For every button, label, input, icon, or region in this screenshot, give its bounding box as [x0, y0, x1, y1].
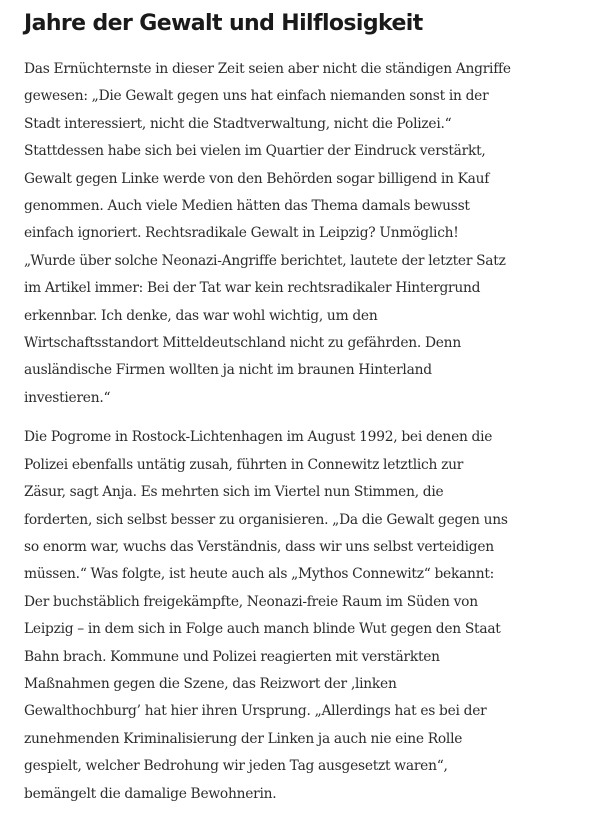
text-line: „Wurde über solche Neonazi-Angriffe berichtet, lautete der letzter Satz [24, 252, 506, 269]
section-heading: Jahre der Gewalt und Hilflosigkeit [24, 11, 423, 36]
paragraph-2 [24, 424, 564, 808]
text-line: gespielt, welcher Bedrohung wir jeden Tag ausgesetzt waren“, [24, 758, 448, 775]
text-line: genommen. Auch viele Medien hätten das Thema damals bewusst [24, 198, 470, 215]
text-line: Gewalthochburg’ hat hier ihren Ursprung. „Allerdings hat es bei der [24, 703, 487, 720]
text-line: Stadt interessiert, nicht die Stadtverwaltung, nicht die Polizei.“ [24, 115, 452, 132]
text-line: Stattdessen habe sich bei vielen im Quartier der Eindruck verstärkt, [24, 143, 486, 160]
text-line: zunehmenden Kriminalisierung der Linken ja auch nie eine Rolle [24, 730, 463, 747]
text-line: Leipzig – in dem sich in Folge auch manch blinde Wut gegen den Staat [24, 621, 501, 638]
text-line: Das Ernüchternste in dieser Zeit seien aber nicht die ständigen Angriffe [24, 61, 511, 77]
text-line: investieren.“ [24, 389, 111, 406]
text-line: Bahn brach. Kommune und Polizei reagierten mit verstärkten [24, 648, 440, 665]
text-line: ausländische Firmen wollten ja nicht im braunen Hinterland [24, 362, 432, 379]
text-line: Gewalt gegen Linke werde von den Behörden sogar billigend in Kauf [24, 170, 490, 187]
text-line: Die Pogrome in Rostock-Lichtenhagen im August 1992, bei denen die [24, 429, 493, 446]
text-line: bemängelt die damalige Bewohnerin. [24, 785, 277, 802]
text-line: im Artikel immer: Bei der Tat war kein rechtsradikaler Hintergrund [24, 280, 481, 297]
text-line: so enorm war, wuchs das Verständnis, dass wir uns selbst verteidigen [24, 538, 494, 555]
text-line: einfach ignoriert. Rechtsradikale Gewalt in Leipzig? Unmöglich! [24, 225, 459, 242]
text-line: Zäsur, sagt Anja. Es mehrten sich im Viertel nun Stimmen, die [24, 484, 444, 501]
text-line: Der buchstäblich freigekämpfte, Neonazi-freie Raum im Süden von [24, 593, 478, 610]
text-line: erkennbar. Ich denke, das war wohl wichtig, um den [24, 307, 378, 324]
text-line: Wirtschaftsstandort Mitteldeutschland nicht zu gefährden. Denn [24, 335, 461, 352]
paragraph-1 [24, 56, 564, 412]
text-line: müssen.“ Was folgte, ist heute auch als „Mythos Connewitz“ bekannt: [24, 566, 495, 583]
article [24, 0, 564, 808]
text-line: Maßnahmen gegen die Szene, das Reizwort der ‚linken [24, 675, 397, 692]
text-line: Polizei ebenfalls untätig zusah, führten in Connewitz letztlich zur [24, 456, 464, 473]
text-line: forderten, sich selbst besser zu organisieren. „Da die Gewalt gegen uns [24, 511, 508, 528]
text-line: gewesen: „Die Gewalt gegen uns hat einfach niemanden sonst in der [24, 88, 489, 105]
